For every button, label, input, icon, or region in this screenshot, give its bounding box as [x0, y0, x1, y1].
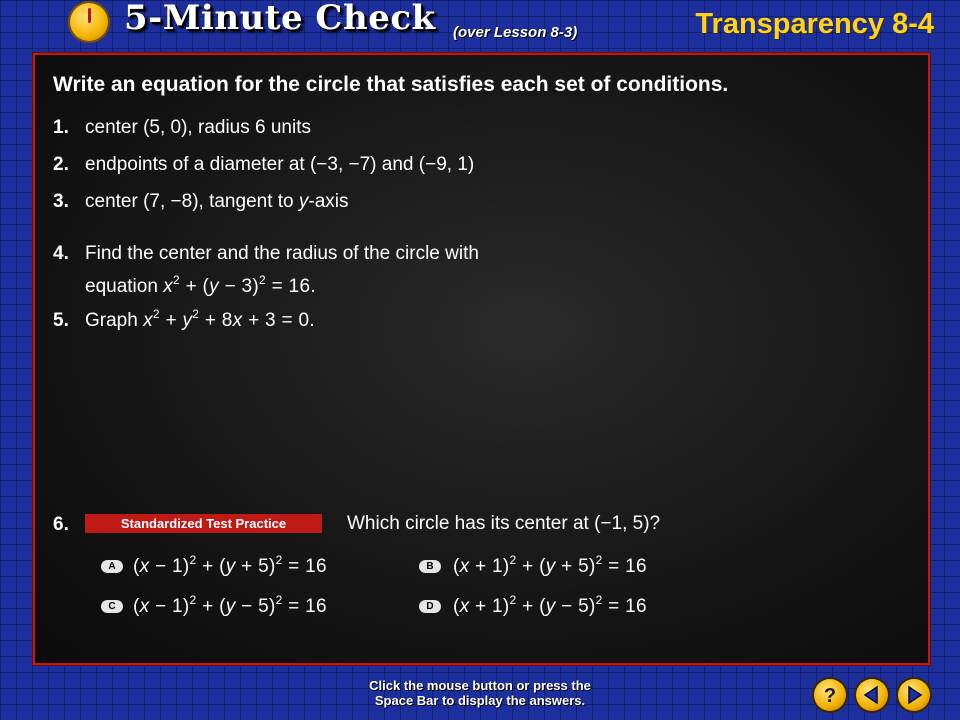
question-text: Graph: [85, 310, 144, 331]
question-4: [53, 241, 479, 300]
question-text: center (5, 0), radius 6 units: [85, 117, 311, 138]
question-number: 3.: [53, 191, 69, 212]
question-mark-icon: [814, 679, 846, 711]
arrow-left-icon: [856, 679, 888, 711]
footer-line-2: Space Bar to display the answers.: [374, 693, 586, 708]
svg-text:?: ?: [823, 685, 837, 707]
arrow-right-icon: [898, 679, 930, 711]
question-3: [53, 191, 349, 213]
choice-b[interactable]: $(x + 1)^2 + (y + 5)^2 = 16$: [453, 553, 647, 577]
choice-a-badge[interactable]: A: [101, 560, 123, 573]
equation: $x^2 + y^2 + 8x + 3 = 0$.: [143, 307, 315, 331]
help-button[interactable]: [814, 679, 846, 711]
choice-c[interactable]: $(x - 1)^2 + (y - 5)^2 = 16$: [133, 593, 327, 617]
question-1: [53, 117, 311, 139]
standardized-test-badge: Standardized Test Practice: [85, 514, 322, 533]
footer-line-1: Click the mouse button or press the: [369, 678, 591, 693]
transparency-label: Transparency 8-4: [695, 8, 934, 40]
lesson-subtitle: (over Lesson 8-3): [453, 24, 578, 41]
question-number: 5.: [53, 310, 69, 331]
equation: $x^2 + (y - 3)^2 = 16$.: [163, 273, 316, 297]
question-text-suffix: -axis: [308, 191, 349, 212]
question-6-number: 6.: [53, 514, 69, 535]
question-5: [53, 307, 315, 332]
question-number: 2.: [53, 154, 69, 175]
content-panel: [33, 53, 930, 665]
question-text: center (7, −8), tangent to: [85, 191, 299, 212]
question-var: y: [298, 191, 309, 212]
previous-button[interactable]: [856, 679, 888, 711]
choice-b-badge[interactable]: B: [419, 560, 441, 573]
choice-d-badge[interactable]: D: [419, 600, 441, 613]
instruction: Write an equation for the circle that satisfies each set of conditions.: [53, 73, 729, 96]
clock-icon: [70, 3, 108, 41]
footer-instructions: [300, 678, 660, 708]
question-6-prompt: Which circle has its center at (−1, 5)?: [347, 513, 661, 534]
choice-c-badge[interactable]: C: [101, 600, 123, 613]
choice-d[interactable]: $(x + 1)^2 + (y - 5)^2 = 16$: [453, 593, 647, 617]
next-button[interactable]: [898, 679, 930, 711]
header: [0, 0, 960, 50]
question-text: equation: [85, 276, 164, 297]
page-title: 5-Minute Check: [124, 0, 436, 38]
question-2: [53, 154, 474, 176]
question-number: 4.: [53, 243, 69, 264]
choice-a[interactable]: $(x - 1)^2 + (y + 5)^2 = 16$: [133, 553, 327, 577]
question-number: 1.: [53, 117, 69, 138]
question-text: Find the center and the radius of the circle with: [85, 243, 479, 264]
question-text: endpoints of a diameter at (−3, −7) and (−9, 1): [85, 154, 475, 175]
